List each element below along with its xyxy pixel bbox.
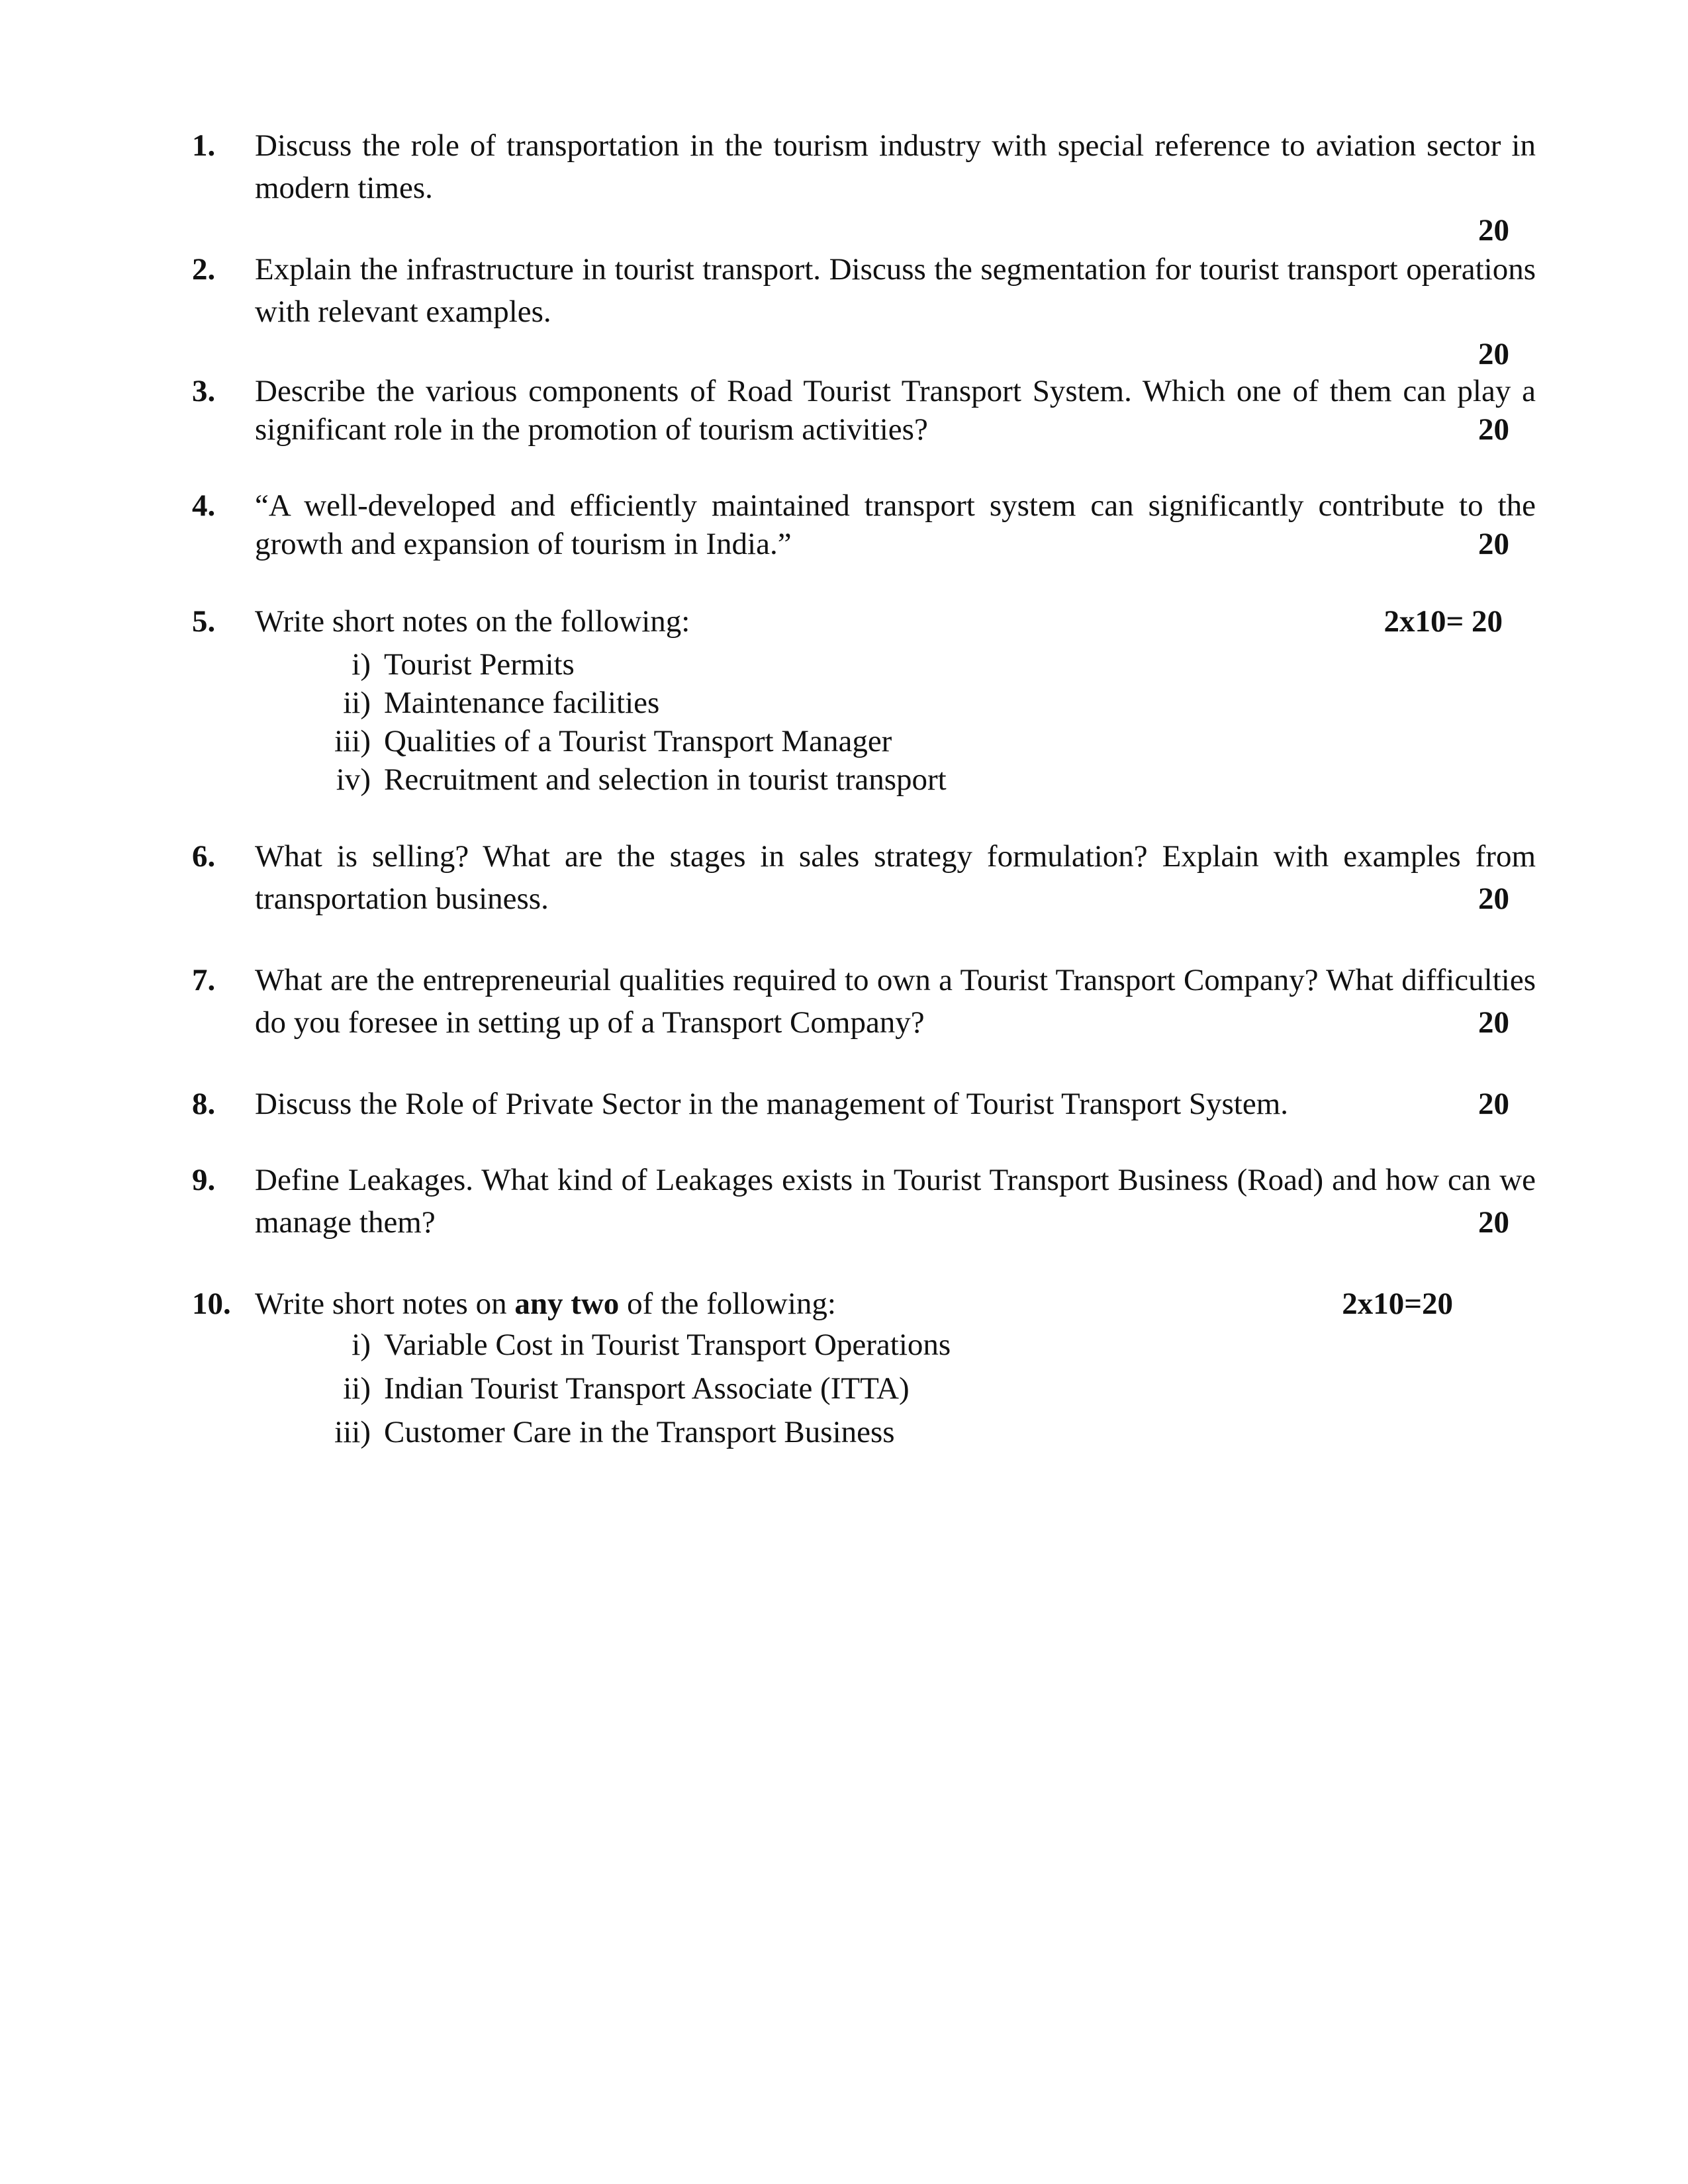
question-text: “A well-developed and efficiently maintained transport system can significantly contribute to the growth and expansion of tourism in India.” xyxy=(255,488,1536,561)
list-item-text: Recruitment and selection in tourist transport xyxy=(384,762,947,797)
list-item-text: Variable Cost in Tourist Transport Operations xyxy=(384,1328,951,1362)
list-item-numeral: iv) xyxy=(336,762,371,797)
question-text: Discuss the role of transportation in the tourism industry with special reference to aviation sector in modern times. xyxy=(255,128,1536,205)
question-text: Explain the infrastructure in tourist transport. Discuss the segmentation for tourist transport operations with relevant examples. xyxy=(255,252,1536,329)
question-marks: 20 xyxy=(1478,1087,1509,1121)
question-number: 10. xyxy=(192,1287,231,1321)
question-number: 8. xyxy=(192,1087,216,1121)
list-item-numeral: iii) xyxy=(334,724,371,758)
question-number: 1. xyxy=(192,128,216,163)
emphasis: any two xyxy=(514,1287,620,1321)
question-number: 4. xyxy=(192,488,216,523)
question-text: What are the entrepreneurial qualities required to own a Tourist Transport Company? What difficulties do you foresee in setting up of a Transport Company? xyxy=(255,963,1536,1040)
question-number: 7. xyxy=(192,963,216,997)
question-text: Define Leakages. What kind of Leakages exists in Tourist Transport Business (Road) and how can we manage them? xyxy=(255,1163,1536,1240)
list-item-numeral: i) xyxy=(352,1328,371,1362)
question-marks: 20 xyxy=(1478,412,1509,447)
question-marks: 20 xyxy=(1478,337,1509,371)
question-text: Write short notes on the following: xyxy=(255,604,690,639)
list-item-text: Qualities of a Tourist Transport Manager xyxy=(384,724,892,758)
list-item-text: Tourist Permits xyxy=(384,647,575,682)
list-item-text: Indian Tourist Transport Associate (ITTA) xyxy=(384,1371,910,1406)
list-item-numeral: iii) xyxy=(334,1415,371,1449)
question-marks: 20 xyxy=(1478,213,1509,248)
question-number: 6. xyxy=(192,839,216,874)
question-text: Discuss the Role of Private Sector in the management of Tourist Transport System. xyxy=(255,1087,1289,1121)
question-marks: 2x10=20 xyxy=(1342,1287,1453,1321)
question-marks: 20 xyxy=(1478,1005,1509,1040)
list-item-text: Maintenance facilities xyxy=(384,686,660,720)
question-text: Describe the various components of Road Tourist Transport System. Which one of them can play a significant role in the promotion of tourism activities? xyxy=(255,374,1536,447)
list-item-text: Customer Care in the Transport Business xyxy=(384,1415,895,1449)
list-item-numeral: i) xyxy=(352,647,371,682)
question-text: What is selling? What are the stages in sales strategy formulation? Explain with examples from transportation business. xyxy=(255,839,1536,916)
list-item-numeral: ii) xyxy=(343,686,371,720)
question-number: 9. xyxy=(192,1163,216,1197)
question-number: 2. xyxy=(192,252,216,287)
question-marks: 20 xyxy=(1478,882,1509,916)
question-marks: 20 xyxy=(1478,1205,1509,1240)
question-text: Write short notes on any two of the following: xyxy=(255,1287,836,1321)
question-number: 3. xyxy=(192,374,216,408)
question-marks: 2x10= 20 xyxy=(1383,604,1503,639)
list-item-numeral: ii) xyxy=(343,1371,371,1406)
question-number: 5. xyxy=(192,604,216,639)
question-marks: 20 xyxy=(1478,527,1509,561)
